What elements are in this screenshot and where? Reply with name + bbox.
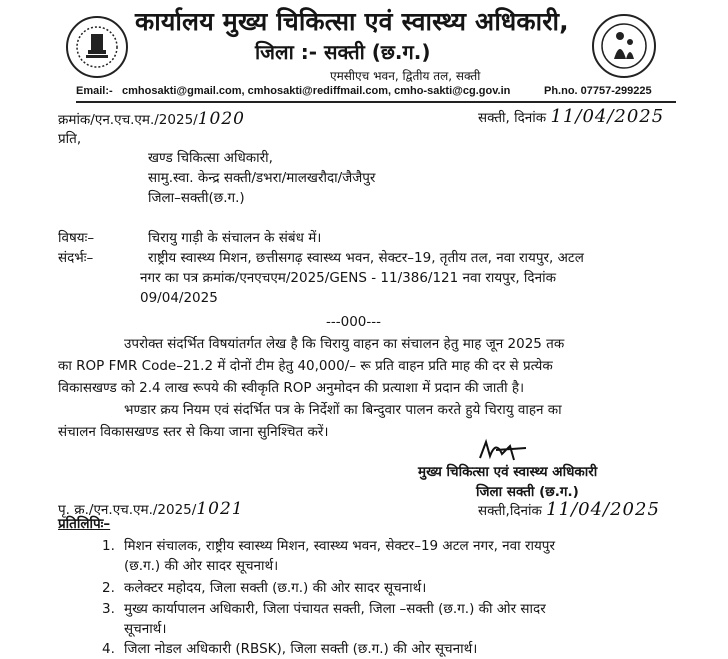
- recipient-line-3: जिला–सक्ती(छ.ग.): [148, 190, 245, 206]
- letter-date-label: सक्ती, दिनांक: [478, 110, 547, 126]
- copy-item-4-number: 4.: [102, 641, 115, 657]
- email-label: Email:-: [76, 85, 113, 97]
- reference-line-2: नगर का पत्र क्रमांक/एनएचएम/2025/GENS - 11/386/121 नवा रायपुर, दिनांक: [140, 270, 556, 286]
- body-para-2-line-1: भण्डार क्रय नियम एवं संदर्भित पत्र के निर्देशों का बिन्दुवार पालन करते हुये चिरायु वाहन का: [124, 402, 562, 418]
- letter-date: [478, 106, 664, 127]
- copy-item-1-line-1: मिशन संचालक, राष्ट्रीय स्वास्थ्य मिशन, स्वास्थ्य भवन, सेक्टर–19 अटल नगर, नवा रायपुर: [124, 538, 555, 554]
- body-para-1-line-3: विकासखण्ड को 2.4 लाख रूपये की स्वीकृति ROP अनुमोदन की प्रत्याशा में प्रदान की जाती है।: [58, 380, 525, 396]
- letter-number: [58, 109, 245, 129]
- endorsement-date-handwritten: 11/04/2025: [546, 499, 660, 520]
- copy-item-4-line-1: जिला नोडल अधिकारी (RBSK), जिला सक्ती (छ.ग.) की ओर सूचनार्थ।: [124, 641, 478, 657]
- signature-designation: मुख्य चिकित्सा एवं स्वास्थ्य अधिकारी: [418, 464, 598, 480]
- letter-number-handwritten: 1020: [197, 109, 245, 129]
- body-para-1-line-1: उपरोक्त संदर्भित विषयांतर्गत लेख है कि चिरायु वाहन का संचालन हेतु माह जून 2025 तक: [124, 336, 565, 352]
- email-addresses: cmhosakti@gmail.com, cmhosakti@rediffmail.com, cmho-sakti@cg.gov.in: [122, 85, 511, 97]
- copy-item-1-line-2: (छ.ग.) की ओर सादर सूचनार्थ।: [124, 558, 279, 574]
- copy-item-3-line-1: मुख्य कार्यापालन अधिकारी, जिला पंचायत सक्ती, जिला –सक्ती (छ.ग.) की ओर सादर: [124, 601, 546, 617]
- endorsement-date: [478, 499, 660, 520]
- copy-to-label: प्रतिलिपिः–: [58, 516, 111, 532]
- subject-label: विषयः–: [58, 230, 95, 246]
- copy-item-2-number: 2.: [102, 580, 115, 596]
- nhm-logo: [592, 14, 656, 78]
- signature-district: जिला सक्ती (छ.ग.): [476, 484, 579, 500]
- office-address: एमसीएच भवन, द्वितीय तल, सक्ती: [330, 69, 481, 83]
- body-para-2-line-2: संचालन विकासखण्ड स्तर से किया जाना सुनिश्चित करें।: [58, 424, 329, 440]
- separator: ---000---: [326, 314, 381, 330]
- recipient-line-1: खण्ड चिकित्सा अधिकारी,: [148, 150, 273, 166]
- district-title: जिला :- सक्ती (छ.ग.): [255, 40, 431, 64]
- endorsement-date-label: सक्ती,दिनांक: [478, 503, 542, 519]
- letter-date-handwritten: 11/04/2025: [550, 106, 665, 127]
- copy-item-3-number: 3.: [102, 601, 115, 617]
- signature-scribble: [476, 436, 536, 464]
- body-para-1-line-2: का ROP FMR Code–21.2 में दोनों टीम हेतु 40,000/– रू प्रति वाहन प्रति माह की दर से प्रत्येक: [58, 358, 553, 374]
- recipient-line-2: सामु.स्वा. केन्द्र सक्ती/डभरा/मालखरौदा/जैजैपुर: [148, 170, 376, 186]
- copy-item-1-number: 1.: [102, 538, 115, 554]
- emblem-icon: [74, 24, 120, 70]
- state-emblem-logo: [66, 16, 128, 78]
- office-title: कार्यालय मुख्य चिकित्सा एवं स्वास्थ्य अधिकारी,: [135, 7, 569, 36]
- prati-label: प्रति,: [58, 131, 82, 147]
- phone-number: Ph.no. 07757-299225: [544, 85, 652, 97]
- letter-number-label: क्रमांक/एन.एच.एम./2025/: [58, 112, 198, 128]
- reference-line-1: राष्ट्रीय स्वास्थ्य मिशन, छत्तीसगढ़ स्वास्थ्य भवन, सेक्टर–19, तृतीय तल, नवा रायपुर, अटल: [148, 250, 584, 266]
- endorsement-number-label: पृ. क्र./एन.एच.एम./2025/: [58, 502, 197, 518]
- contact-bar: [76, 83, 676, 103]
- subject-text: चिरायु गाड़ी के संचालन के संबंध में।: [148, 230, 322, 246]
- reference-label: संदर्भः–: [58, 250, 94, 266]
- copy-item-2-line-1: कलेक्टर महोदय, जिला सक्ती (छ.ग.) की ओर सादर सूचनार्थ।: [124, 580, 427, 596]
- family-health-icon: [599, 21, 649, 71]
- copy-item-3-line-2: सूचनार्थ।: [124, 621, 167, 637]
- endorsement-number-handwritten: 1021: [196, 499, 244, 519]
- reference-line-3: 09/04/2025: [140, 290, 218, 306]
